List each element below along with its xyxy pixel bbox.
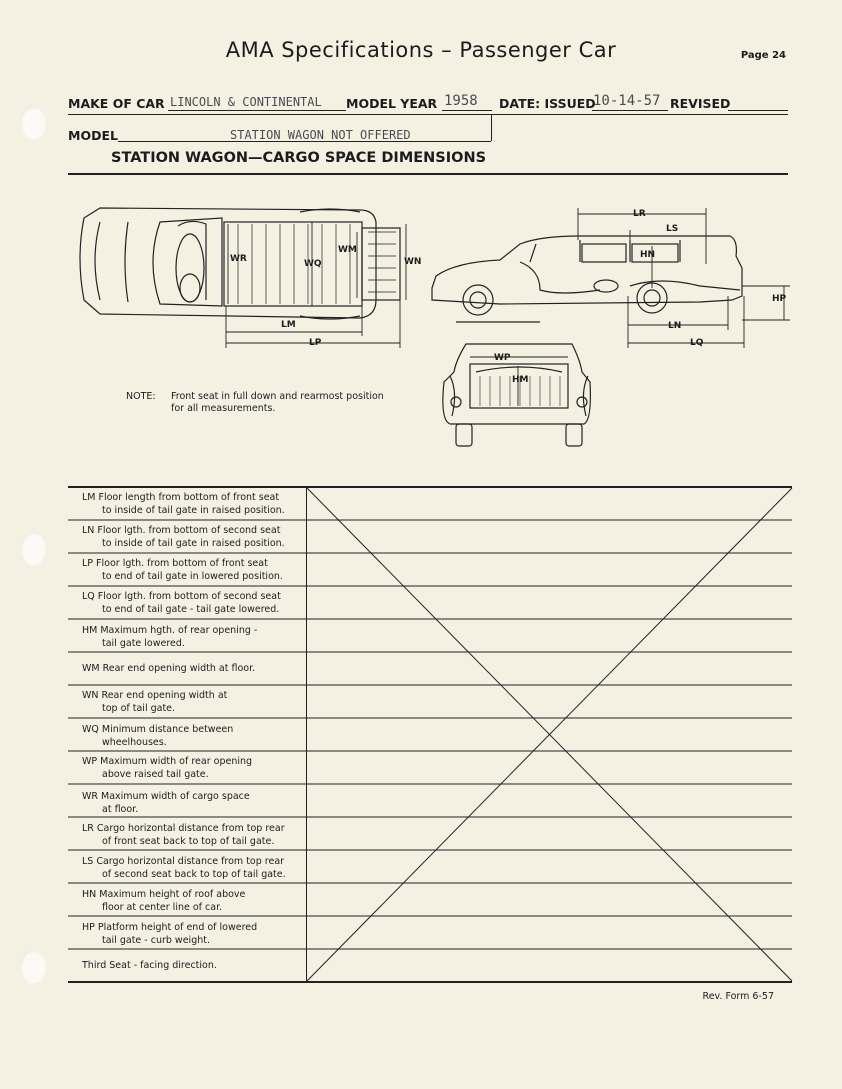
dim-label-ls: LS xyxy=(666,224,679,234)
model-label: MODEL xyxy=(68,128,118,143)
table-row: WP Maximum width of rear opening above raised tail gate. xyxy=(82,756,253,780)
dim-label-lq: LQ xyxy=(690,338,704,348)
note-line-1: Front seat in full down and rearmost position xyxy=(171,391,384,402)
table-row: HM Maximum hgth. of rear opening - tail gate lowered. xyxy=(82,625,258,649)
dim-label-wn: WN xyxy=(404,257,422,267)
table-row: HP Platform height of end of lowered tail gate - curb weight. xyxy=(82,922,258,946)
section-title: STATION WAGON—CARGO SPACE DIMENSIONS xyxy=(111,150,487,166)
dim-label-lr: LR xyxy=(633,209,646,219)
dim-label-lm: LM xyxy=(281,320,296,330)
table-row: LR Cargo horizontal distance from top rear of front seat back to top of tail gate. xyxy=(82,823,285,847)
make-label: MAKE OF CAR xyxy=(68,96,165,111)
year-value: 1958 xyxy=(444,93,478,109)
issued-value: 10-14-57 xyxy=(593,93,661,109)
table-row: WM Rear end opening width at floor. xyxy=(82,663,256,674)
dim-label-wp: WP xyxy=(494,353,511,363)
table-row: LM Floor length from bottom of front seat to inside of tail gate in raised position. xyxy=(82,492,285,516)
page-number: Page 24 xyxy=(740,50,786,61)
table-row: WN Rear end opening width at top of tail gate. xyxy=(82,690,228,714)
issued-label: DATE: ISSUED xyxy=(499,96,596,111)
form-revision: Rev. Form 6-57 xyxy=(702,991,774,1002)
dim-label-wr: WR xyxy=(230,254,247,264)
table-row: LQ Floor lgth. from bottom of second seat to end of tail gate - tail gate lowered. xyxy=(82,591,281,615)
table-row: LP Floor lgth. from bottom of front seat to end of tail gate in lowered position. xyxy=(82,558,283,582)
dim-label-wm: WM xyxy=(338,245,357,255)
table-row: WR Maximum width of cargo space at floor. xyxy=(82,791,250,815)
page-title: AMA Specifications – Passenger Car xyxy=(225,38,617,62)
model-value: STATION WAGON NOT OFFERED xyxy=(230,128,411,142)
make-value: LINCOLN & CONTINENTAL xyxy=(170,95,322,109)
table-row: Third Seat - facing direction. xyxy=(82,960,217,971)
note-label: NOTE: xyxy=(126,391,156,402)
dim-label-hp: HP xyxy=(772,294,787,304)
dim-label-ln: LN xyxy=(668,321,682,331)
dim-label-hn: HN xyxy=(640,250,656,260)
table-row: LN Floor lgth. from bottom of second seat to inside of tail gate in raised position. xyxy=(82,525,285,549)
dim-label-hm: HM xyxy=(512,375,529,385)
year-label: MODEL YEAR xyxy=(346,96,438,111)
dim-label-wq: WQ xyxy=(304,259,322,269)
table-row: HN Maximum height of roof above floor at center line of car. xyxy=(82,889,246,913)
dim-label-lp: LP xyxy=(309,338,322,348)
table-row: LS Cargo horizontal distance from top rear of second seat back to top of tail gate. xyxy=(82,856,286,880)
revised-label: REVISED xyxy=(670,96,731,111)
table-row: WQ Minimum distance between wheelhouses. xyxy=(82,724,234,748)
note-line-2: for all measurements. xyxy=(171,403,276,414)
